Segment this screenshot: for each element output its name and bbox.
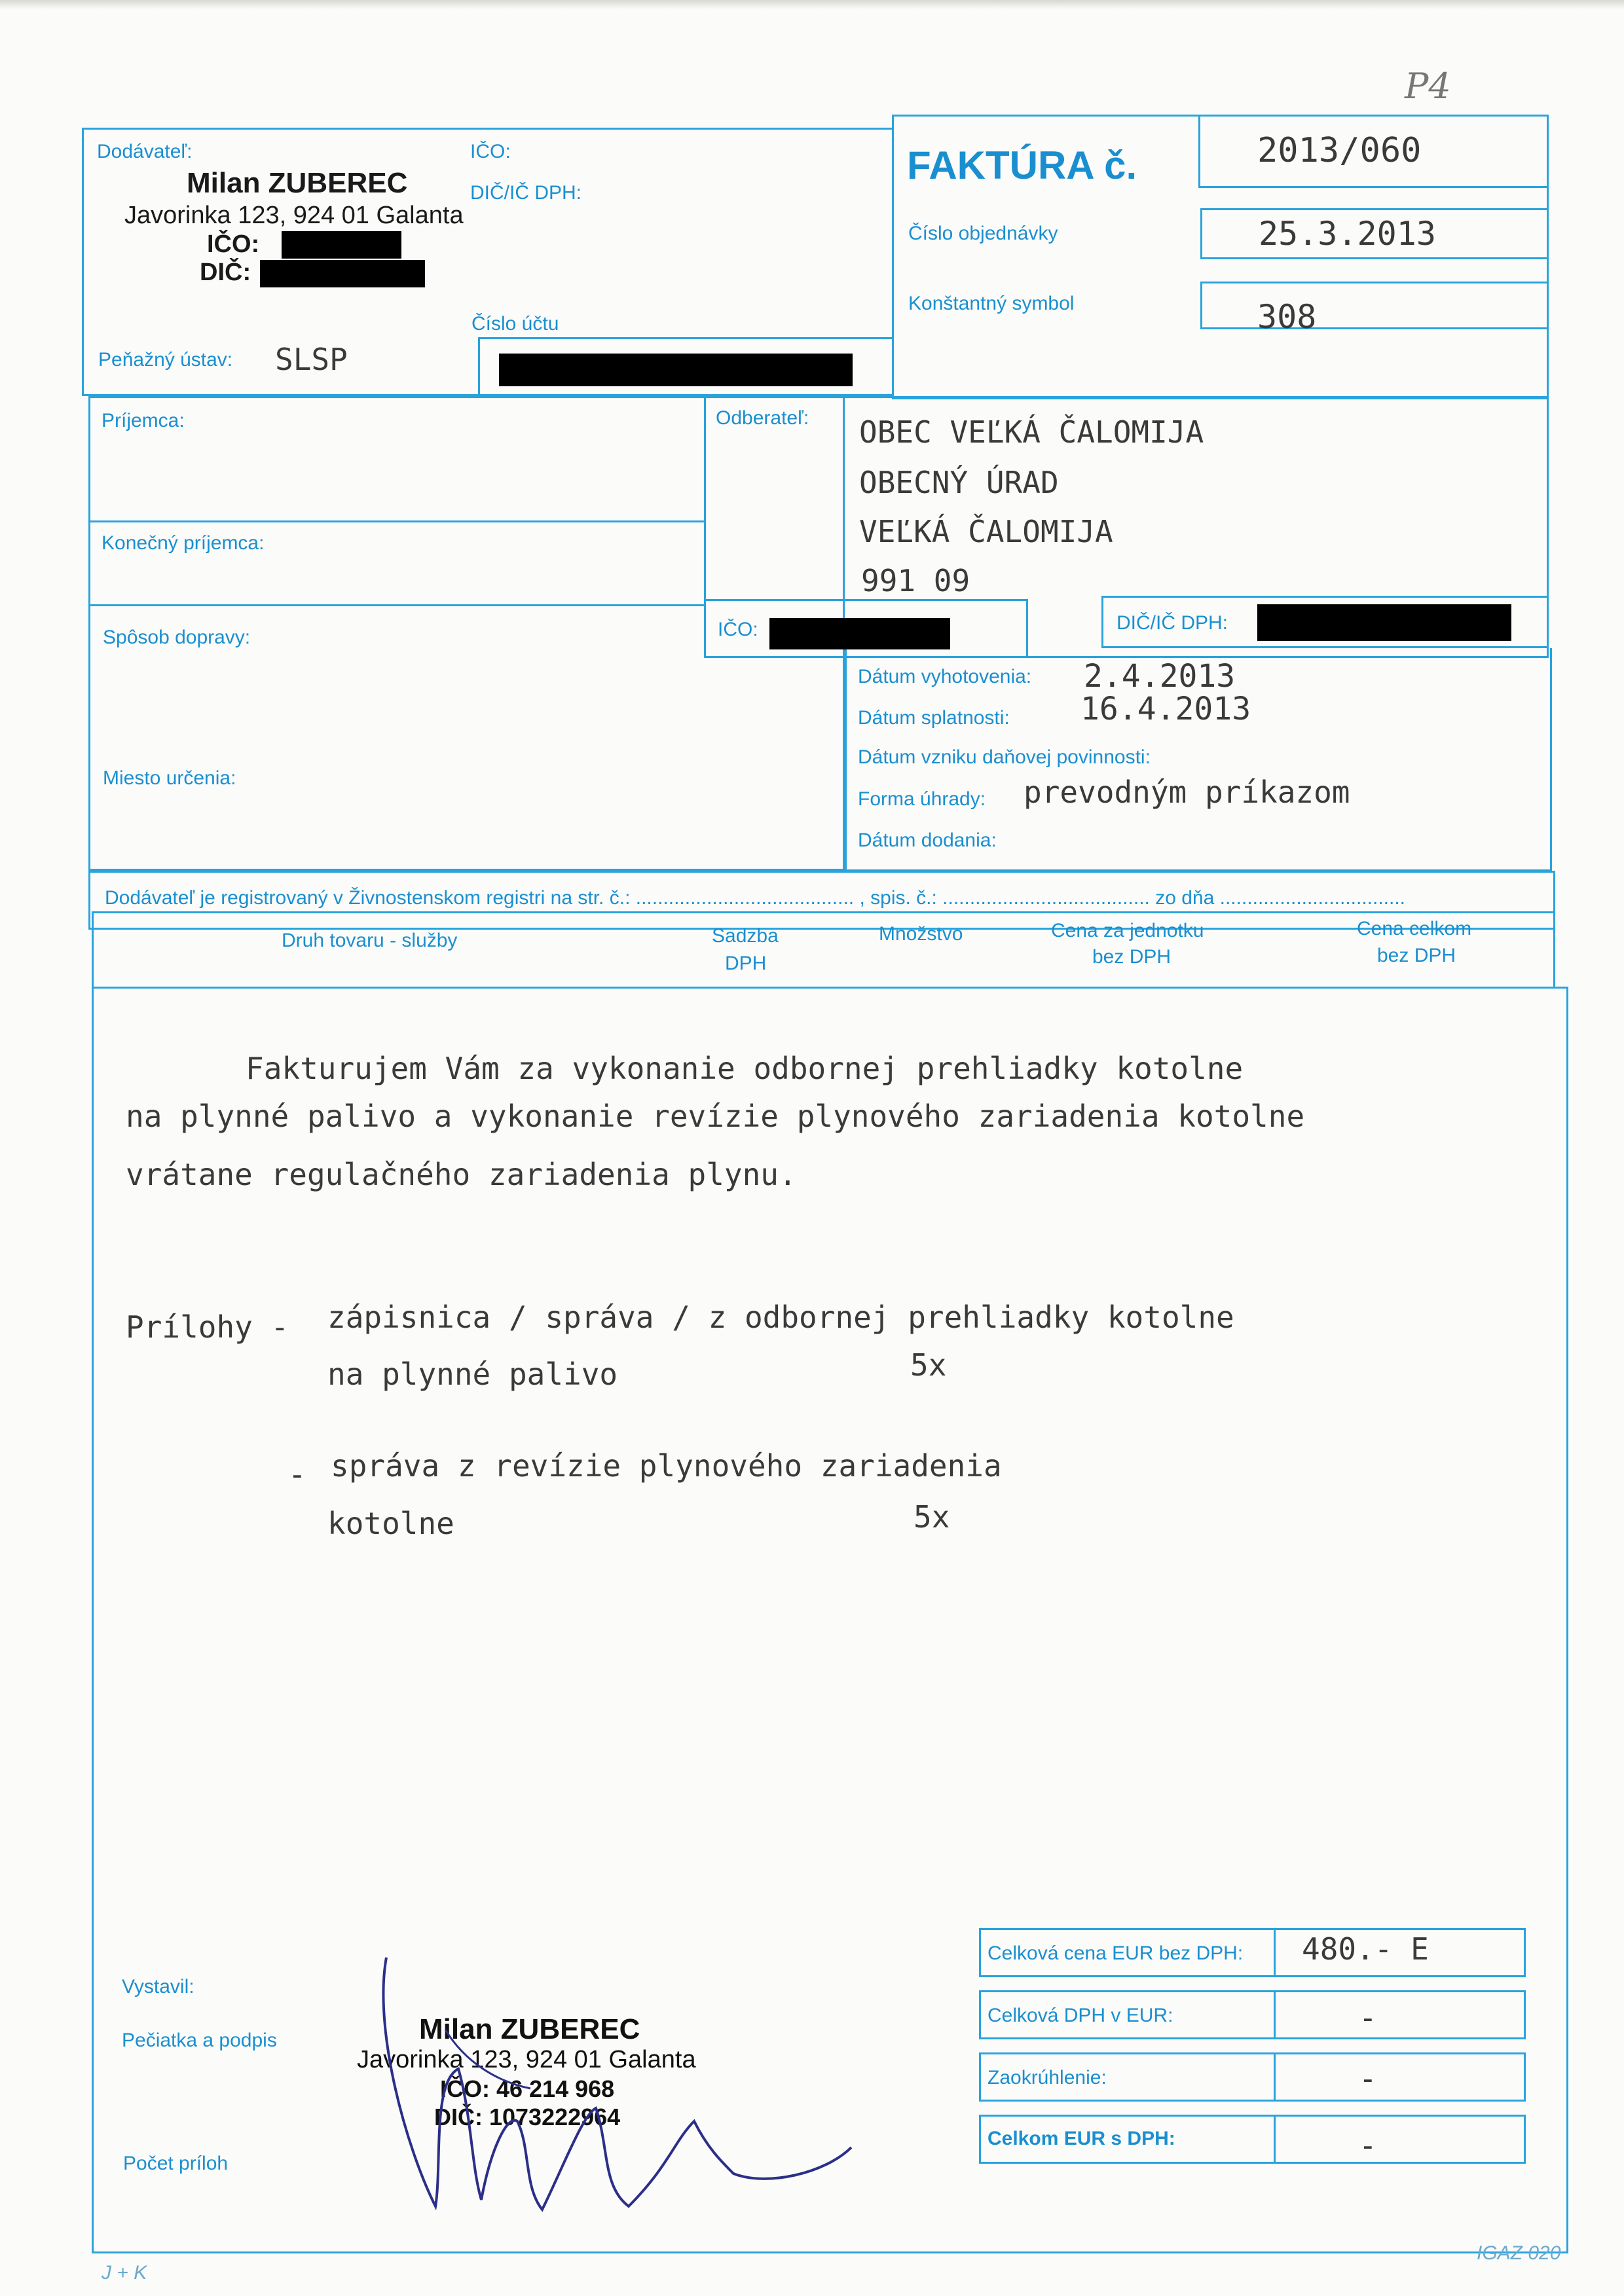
tax-date-label: Dátum vzniku daňovej povinnosti: [858,746,1151,768]
doprava-label: Spôsob dopravy: [103,627,251,648]
const-symbol-label: Konštantný symbol [908,293,1075,314]
prijemca-label: Príjemca: [101,410,185,431]
order-number-label: Číslo objednávky [908,223,1058,244]
dates-right [1550,648,1552,871]
invoice-title: FAKTÚRA č. [907,143,1137,187]
redaction-customer-dic [1257,604,1511,641]
stamp-address: Javorinka 123, 924 01 Galanta [357,2046,696,2073]
issued-by-label: Vystavil: [122,1976,194,1997]
customer-label: Odberateľ: [716,407,809,429]
form-code: IGAZ 020 [1477,2242,1561,2264]
jk-mark: J + K [101,2262,147,2284]
attachment-1-line-2: na plynné palivo [327,1357,618,1392]
total-vat-label: Celková DPH v EUR: [987,2005,1173,2026]
redaction-supplier-dic [260,260,425,287]
grand-total-value: - [1359,2128,1377,2163]
col-total-1: Cena celkom [1357,918,1472,939]
rounding-label: Zaokrúhlenie: [987,2067,1107,2088]
attachment-2-qty: 5x [913,1499,950,1535]
issue-date-label: Dátum vyhotovenia: [858,666,1032,687]
stamp-name: Milan ZUBEREC [419,2013,640,2045]
miesto-urcenia-label: Miesto určenia: [103,767,236,789]
account-label: Číslo účtu [471,313,559,335]
rounding-value: - [1359,2061,1377,2096]
dates-divider [845,648,847,871]
customer-ico-label: IČO: [718,619,758,640]
top-edge-shadow [0,0,1624,9]
divider-konecny [88,604,704,606]
supplier-ico-right-label: IČO: [470,141,511,162]
totals-col-4 [1274,2115,1276,2164]
attachment-1-qty: 5x [910,1347,947,1383]
due-date-value: 16.4.2013 [1080,691,1251,727]
attachments-prefix: Prílohy - [126,1309,289,1345]
bank-value: SLSP [275,342,348,377]
total-vat-value: - [1359,2000,1377,2035]
supplier-dic-label: DIČ: [200,259,251,286]
attachment-1-line-1: zápisnica / správa / z odbornej prehliadky kotolne [327,1300,1234,1335]
attachment-2-line-2: kotolne [327,1506,454,1541]
stamp-dic: DIČ: 1073222964 [434,2104,621,2130]
handwritten-page-mark: P4 [1405,65,1451,107]
order-number-value: 25.3.2013 [1259,215,1436,253]
col-vat-rate-1: Sadzba [712,925,779,947]
attachment-2-dash: - [288,1457,306,1492]
supplier-dic-dph-label: DIČ/IČ DPH: [470,182,582,204]
total-net-label: Celková cena EUR bez DPH: [987,1942,1244,1964]
col-unit-price-2: bez DPH [1092,946,1172,968]
bank-label: Peňažný ústav: [98,349,233,371]
supplier-address: Javorinka 123, 924 01 Galanta [124,202,464,229]
attachment-2-line-1: správa z revízie plynového zariadenia [331,1448,1002,1484]
divider-prijemca [88,520,704,522]
redaction-account [499,354,853,386]
col-vat-rate-2: DPH [725,953,767,974]
delivery-date-label: Dátum dodania: [858,829,997,851]
totals-col-2 [1274,1990,1276,2039]
body-line-1: Fakturujem Vám za vykonanie odbornej prehliadky kotolne [246,1051,1244,1086]
signature [367,1951,864,2232]
registry-line: Dodávateľ je registrovaný v Živnostenskom registri na str. č.: ........................................ , spis. č.: ...................................... zo dňa .................................. [105,887,1406,909]
supplier-label: Dodávateľ: [97,141,193,162]
totals-col-3 [1274,2052,1276,2102]
konecny-prijemca-label: Konečný príjemca: [101,532,265,554]
redaction-supplier-ico [282,231,401,259]
customer-line-4: 991 09 [861,563,970,598]
col-total-2: bez DPH [1377,945,1456,966]
totals-col-1 [1274,1928,1276,1977]
payment-form-value: prevodným príkazom [1024,774,1350,810]
const-symbol-box [1200,282,1549,329]
body-line-3: vrátane regulačného zariadenia plynu. [126,1157,797,1192]
due-date-label: Dátum splatnosti: [858,707,1010,729]
col-quantity: Množstvo [879,923,963,945]
total-net-value: 480.- E [1302,1931,1429,1967]
attachments-count-label: Počet príloh [123,2153,229,2174]
redaction-customer-ico [769,618,950,649]
col-goods: Druh tovaru - služby [282,930,458,951]
stamp-ico: IČO: 46 214 968 [440,2075,615,2102]
supplier-ico-label: IČO: [207,230,260,258]
customer-line-3: VEĽKÁ ČALOMIJA [859,514,1113,549]
customer-dic-dph-label: DIČ/IČ DPH: [1116,612,1228,634]
stamp-signature-label: Pečiatka a podpis [122,2030,277,2051]
col-unit-price-1: Cena za jednotku [1051,920,1204,941]
payment-form-label: Forma úhrady: [858,788,986,810]
invoice-number: 2013/060 [1257,131,1422,170]
body-line-2: na plynné palivo a vykonanie revízie plynového zariadenia kotolne [126,1099,1305,1134]
const-symbol-value: 308 [1257,298,1317,336]
supplier-name: Milan ZUBEREC [187,167,408,199]
customer-line-1: OBEC VEĽKÁ ČALOMIJA [859,414,1204,450]
grand-total-label: Celkom EUR s DPH: [987,2128,1175,2149]
customer-line-2: OBECNÝ ÚRAD [859,465,1059,500]
issue-date-value: 2.4.2013 [1084,658,1236,695]
